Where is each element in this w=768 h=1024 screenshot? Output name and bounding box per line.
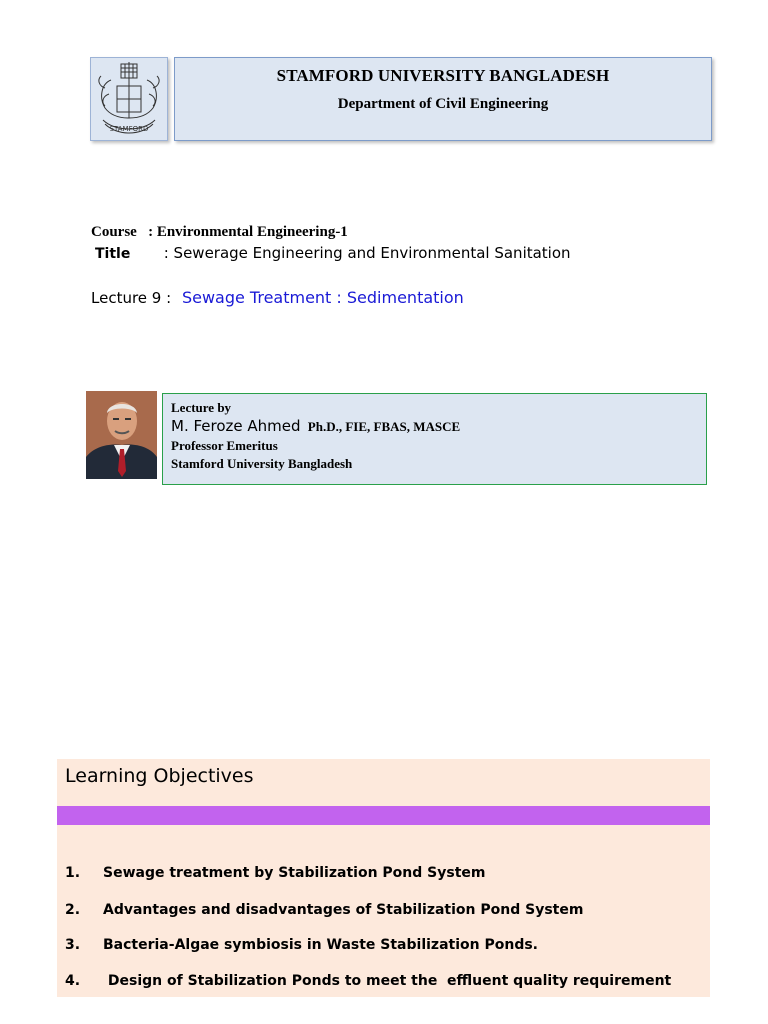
objective-number: 4. — [65, 973, 81, 989]
objective-number: 1. — [65, 865, 81, 881]
objective-number: 3. — [65, 937, 81, 953]
learning-objectives-heading: Learning Objectives — [65, 765, 254, 787]
objective-item — [65, 973, 705, 989]
lecturer-credentials: Ph.D., FIE, FBAS, MASCE — [307, 419, 461, 434]
course-label: Course — [91, 224, 137, 240]
objective-text: Sewage treatment by Stabilization Pond System — [103, 865, 486, 881]
lecturer-photo — [86, 391, 157, 479]
university-name: STAMFORD UNIVERSITY BANGLADESH — [276, 66, 610, 85]
title-label: Title — [95, 246, 131, 262]
title-line — [95, 244, 571, 262]
lecture-topic: Sewage Treatment : Sedimentation — [181, 288, 464, 307]
objective-text: Design of Stabilization Ponds to meet the effluent quality requirement — [103, 973, 672, 989]
lecture-by-label: Lecture by — [171, 400, 232, 415]
objectives-divider-bar — [57, 806, 710, 825]
objective-item — [65, 902, 705, 918]
lecturer-affiliation: Stamford University Bangladesh — [171, 456, 353, 471]
svg-text:STAMFORD: STAMFORD — [109, 125, 149, 133]
objective-text: Advantages and disadvantages of Stabilization Pond System — [103, 902, 584, 918]
lecturer-name: M. Feroze Ahmed — [171, 417, 301, 435]
lecture-line — [91, 288, 464, 307]
learning-objectives-panel — [57, 759, 710, 997]
objective-item — [65, 865, 705, 881]
header-title-box — [174, 57, 712, 141]
university-logo — [90, 57, 168, 141]
title-value: : Sewerage Engineering and Environmental Sanitation — [163, 244, 571, 262]
objective-item — [65, 937, 705, 953]
lecturer-position: Professor Emeritus — [171, 438, 278, 453]
lecturer-info-box — [162, 393, 707, 485]
course-line — [91, 224, 348, 241]
objective-number: 2. — [65, 902, 81, 918]
course-value: : Environmental Engineering-1 — [148, 224, 348, 240]
department-name: Department of Civil Engineering — [337, 96, 549, 112]
lecturer-name-line — [171, 417, 460, 435]
objective-text: Bacteria-Algae symbiosis in Waste Stabilization Ponds. — [103, 937, 538, 953]
lecture-label: Lecture 9 : — [91, 289, 172, 307]
